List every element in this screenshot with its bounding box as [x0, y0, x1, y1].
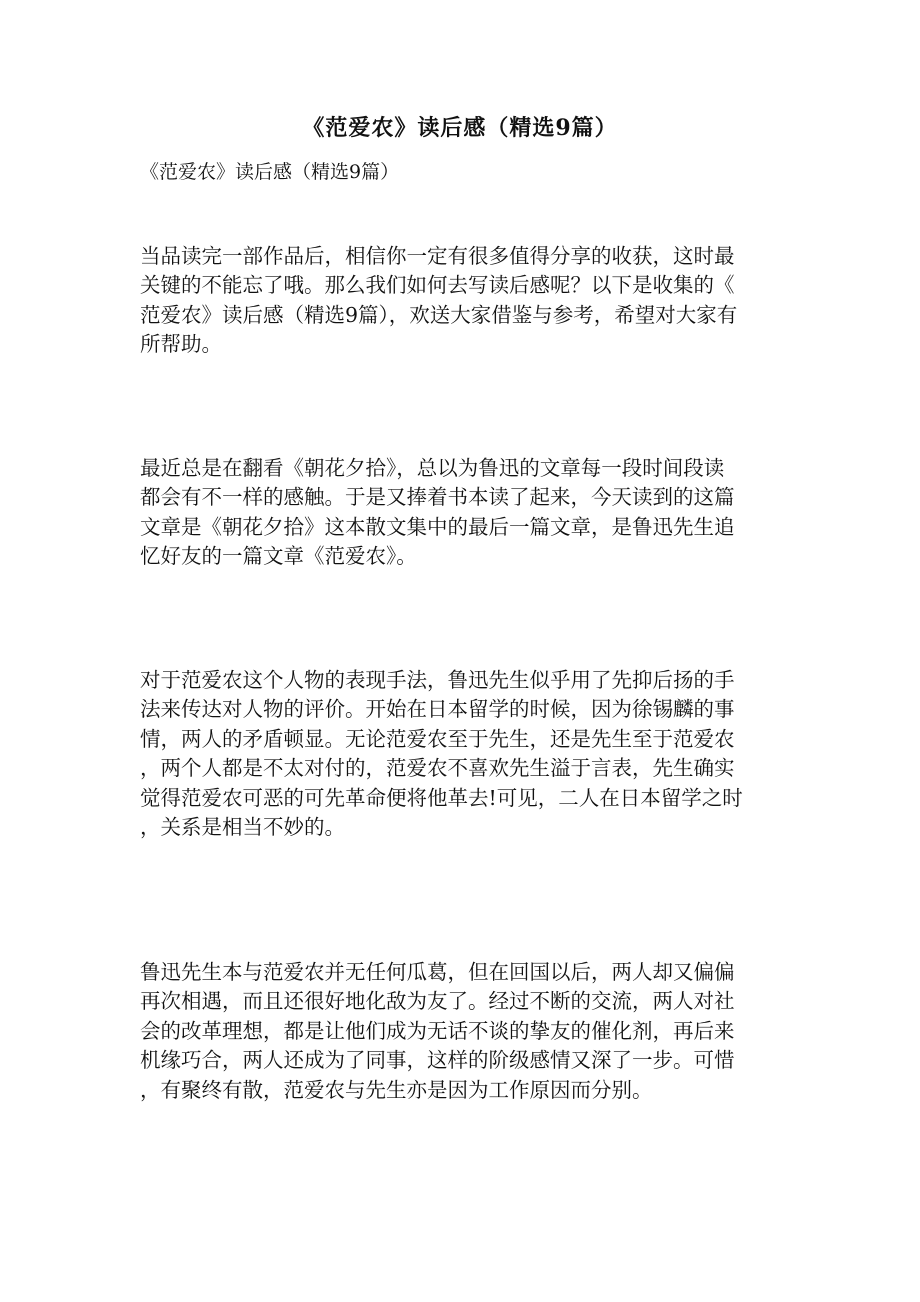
paragraph-line: 对于范爱农这个人物的表现手法，鲁迅先生似乎用了先抑后扬的手: [140, 668, 735, 692]
paragraph-line: 所帮助。: [140, 332, 222, 357]
paragraph-line: 当品读完一部作品后，相信你一定有很多值得分享的收获，这时最: [140, 244, 735, 268]
paragraph-line: ，有聚终有散，范爱农与先生亦是因为工作原因而分别。: [140, 1077, 653, 1102]
paragraph-line: 范爱农》读后感（精选9篇），欢送大家借鉴与参考，希望对大家有: [140, 302, 738, 327]
paragraph-line: 法来传达对人物的评价。开始在日本留学的时候，因为徐锡麟的事: [140, 697, 735, 722]
paragraph-3: [140, 958, 790, 1105]
paragraph-line: 情，两人的矛盾顿显。无论范爱农至于先生，还是先生至于范爱农: [140, 726, 735, 751]
paragraph-line: 鲁迅先生本与范爱农并无任何瓜葛，但在回国以后，两人却又偏偏: [140, 960, 735, 984]
paragraph-line: 都会有不一样的感触。于是又捧着书本读了起来，今天读到的这篇: [140, 485, 735, 510]
document-subtitle: 《范爱农》读后感（精选9篇）: [140, 161, 400, 183]
paragraph-2: [140, 666, 790, 842]
paragraph-line: ，两个人都是不太对付的，范爱农不喜欢先生溢于言表，先生确实: [140, 756, 735, 781]
paragraph-intro: [140, 242, 790, 360]
paragraph-1: [140, 454, 790, 572]
paragraph-line: 忆好友的一篇文章《范爱农》。: [140, 544, 417, 569]
paragraph-line: 会的改革理想，都是让他们成为无话不谈的挚友的催化剂，再后来: [140, 1018, 735, 1043]
document-title: 《范爱农》读后感（精选9篇）: [302, 115, 618, 141]
paragraph-line: 机缘巧合，两人还成为了同事，这样的阶级感情又深了一步。可惜: [140, 1048, 735, 1073]
paragraph-line: 关键的不能忘了哦。那么我们如何去写读后感呢？以下是收集的《: [140, 273, 735, 298]
paragraph-line: 再次相遇，而且还很好地化敌为友了。经过不断的交流，两人对社: [140, 989, 735, 1014]
paragraph-line: ，关系是相当不妙的。: [140, 815, 345, 840]
paragraph-line: 最近总是在翻看《朝花夕拾》，总以为鲁迅的文章每一段时间段读: [140, 456, 725, 480]
paragraph-line: 觉得范爱农可恶的可先革命便将他革去!可见，二人在日本留学之时: [140, 785, 743, 810]
paragraph-line: 文章是《朝花夕拾》这本散文集中的最后一篇文章，是鲁迅先生追: [140, 514, 735, 539]
